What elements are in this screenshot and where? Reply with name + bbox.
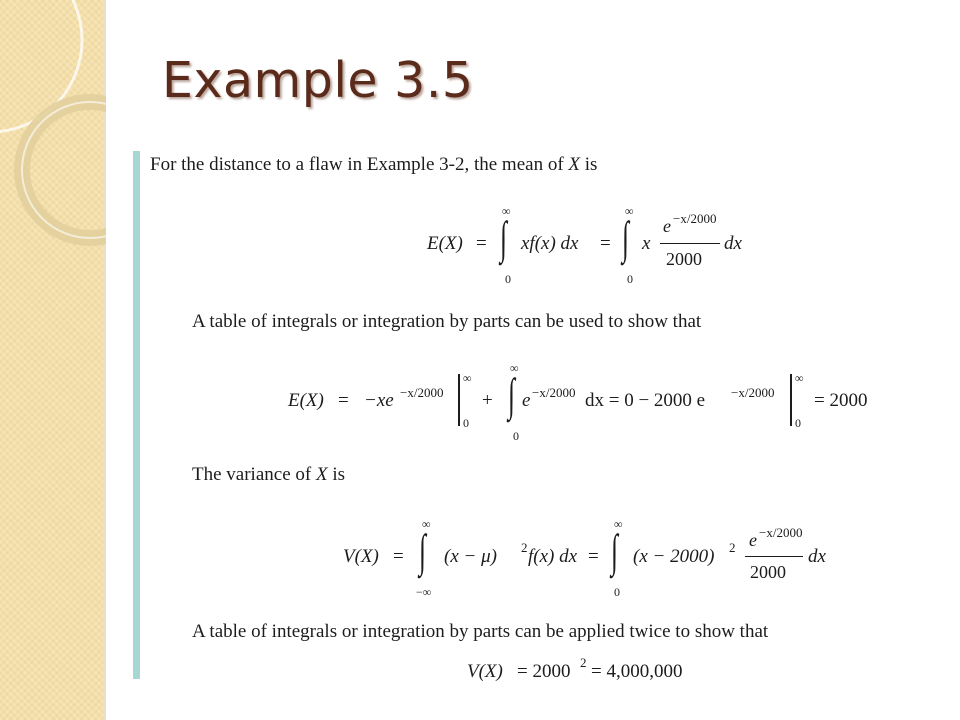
- accent-rule: [133, 151, 140, 679]
- eq3-lower-limit-2: 0: [614, 585, 620, 599]
- intro-suffix: is: [580, 154, 598, 175]
- eq1-upper-limit: ∞: [502, 204, 511, 218]
- evaluation-bar: [458, 374, 460, 426]
- eq1-x: x: [642, 233, 651, 254]
- intro-var: X: [568, 154, 581, 175]
- eq3-square-2: 2: [729, 540, 736, 555]
- integral-sign: ∫: [419, 525, 426, 576]
- variance-suffix: is: [327, 464, 346, 485]
- eq1-lower-limit: 0: [505, 272, 511, 286]
- eq3-lower-limit-1: −∞: [416, 585, 432, 599]
- integral-sign: ∫: [622, 212, 629, 263]
- eq3-square-1: 2: [521, 540, 528, 555]
- integral-sign: ∫: [500, 212, 507, 263]
- eq1-lower-limit-2: 0: [627, 272, 633, 286]
- eq2-exponent-3: −x/2000: [731, 385, 775, 400]
- eq2-plus: +: [482, 390, 493, 411]
- eq3-upper-limit-2: ∞: [614, 517, 623, 531]
- fraction-bar: [660, 243, 720, 244]
- eq1-numerator-e: e: [663, 216, 671, 236]
- intro-text: [150, 155, 597, 174]
- variance-var: X: [315, 464, 328, 485]
- eq1-dx: dx: [724, 233, 742, 254]
- integration-note-2: A table of integrals or integration by parts can be applied twice to show that: [192, 621, 769, 642]
- eq1-upper-limit-2: ∞: [625, 204, 634, 218]
- variance-intro: [192, 465, 345, 484]
- eq4-lhs: V(X): [467, 661, 503, 682]
- eq3-dx: dx: [808, 546, 826, 567]
- eq2-lhs: E(X): [288, 390, 324, 411]
- eq1-numerator-exponent: −x/2000: [673, 211, 717, 226]
- eq2-equals: =: [338, 390, 349, 411]
- eq3-numerator-exponent: −x/2000: [759, 525, 803, 540]
- eq3-numerator-e: e: [749, 530, 757, 550]
- eq3-lhs: V(X): [343, 546, 379, 567]
- intro-prefix: For the distance to a flaw in Example 3-2, the mean of: [150, 154, 569, 175]
- eq4-middle: = 2000: [517, 661, 571, 682]
- eq2-result: = 2000: [814, 390, 868, 411]
- eq1-denominator: 2000: [666, 249, 702, 269]
- integral-sign: ∫: [508, 369, 515, 420]
- eq3-term2: (x − 2000): [633, 546, 715, 567]
- eq3-equals-2: =: [588, 546, 599, 567]
- evaluation-bar: [790, 374, 792, 426]
- eq2-upper-limit: ∞: [510, 361, 519, 375]
- integral-sign: ∫: [611, 525, 618, 576]
- eq2-bar-lower: 0: [463, 416, 469, 430]
- eq2-exponent-1: −x/2000: [400, 385, 444, 400]
- eq2-bar2-lower: 0: [795, 416, 801, 430]
- variance-prefix: The variance of: [192, 464, 316, 485]
- eq2-bar-upper: ∞: [463, 371, 472, 385]
- eq2-middle: dx = 0 − 2000 e: [585, 390, 706, 411]
- sidebar-decoration: [0, 0, 106, 720]
- eq2-exponent-2: −x/2000: [532, 385, 576, 400]
- eq2-lower-limit: 0: [513, 429, 519, 443]
- eq1-integrand: xf(x) dx: [521, 233, 579, 254]
- eq3-denominator: 2000: [750, 562, 786, 582]
- eq2-e: e: [522, 390, 531, 411]
- eq4-square: 2: [580, 655, 587, 670]
- circle-decoration: [0, 0, 106, 720]
- eq3-fx: f(x) dx: [528, 546, 578, 567]
- eq4-result: = 4,000,000: [591, 661, 683, 682]
- eq1-lhs: E(X): [427, 233, 463, 254]
- eq1-equals: =: [476, 233, 487, 254]
- eq2-bar2-upper: ∞: [795, 371, 804, 385]
- slide-title: Example 3.5: [162, 52, 474, 109]
- eq2-minus-xe: −xe: [364, 390, 394, 411]
- eq1-equals-2: =: [600, 233, 611, 254]
- eq3-upper-limit-1: ∞: [422, 517, 431, 531]
- eq3-equals: =: [393, 546, 404, 567]
- integration-note-1: A table of integrals or integration by parts can be used to show that: [192, 311, 702, 332]
- eq3-term1: (x − μ): [444, 546, 497, 567]
- fraction-bar: [745, 556, 803, 557]
